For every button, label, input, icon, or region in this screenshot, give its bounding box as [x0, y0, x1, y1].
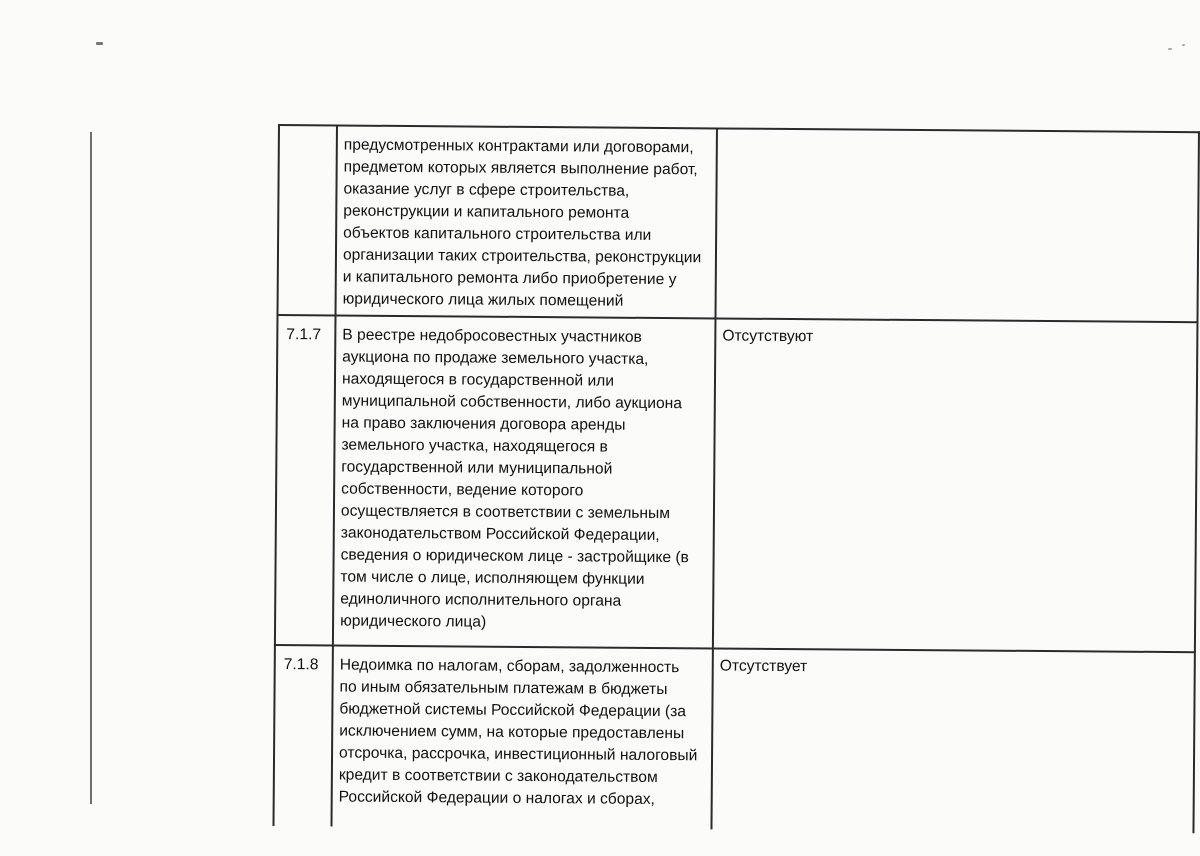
item-number: 7.1.8	[273, 645, 332, 826]
table-row	[273, 645, 1194, 833]
description-line: реконструкции и капитального ремонта	[343, 202, 630, 222]
description-line: том числе о лице, исполняющем функции	[340, 568, 645, 588]
description-line: аукциона по продаже земельного участка,	[342, 348, 649, 368]
description-line: объектов капитального строительства или	[343, 224, 652, 244]
scan-speck	[1182, 44, 1185, 46]
description-line: оказание услуг в сфере строительства,	[343, 180, 630, 200]
description-line: сведения о юридическом лице - застройщике (в	[340, 546, 689, 567]
description-line: исключением сумм, на которые предоставлены	[339, 722, 685, 743]
description-line: осуществляется в соответствии с земельным	[340, 502, 671, 523]
item-value	[715, 128, 1198, 322]
item-value: Отсутствуют	[713, 318, 1198, 652]
description-line: кредит в соответствии с законодательством	[338, 766, 658, 787]
scan-speck	[96, 42, 103, 45]
description-line: предметом которых является выполнение работ,	[343, 158, 698, 179]
description-line: В реестре недобросовестных участников	[342, 326, 642, 346]
table-row	[275, 315, 1198, 652]
description-line: юридического лица)	[340, 612, 487, 631]
description-line: Российской Федерации о налогах и сборах,	[338, 788, 655, 808]
description-line: земельного участка, находящегося в	[341, 436, 608, 456]
description-line: государственной или муниципальной	[341, 458, 613, 478]
document-table	[272, 124, 1199, 833]
description-line: на право заключения договора аренды	[341, 414, 626, 434]
description-line: предусмотренных контрактами или договорами,	[343, 136, 694, 157]
description-line: бюджетной системы Российской Федерации (за	[339, 700, 687, 721]
scan-speck	[1168, 48, 1172, 50]
description-line: муниципальной собственности, либо аукциона	[341, 392, 683, 413]
table-row	[277, 125, 1198, 322]
item-description	[335, 125, 716, 318]
description-line: единоличного исполнительного органа	[340, 590, 622, 610]
description-line: организации таких строительства, реконструкции	[342, 246, 702, 267]
description-line: находящегося в государственной или	[341, 370, 615, 390]
item-description	[333, 315, 716, 648]
description-line: юридического лица жилых помещений	[342, 290, 624, 310]
description-line: по иным обязательным платежам в бюджеты	[339, 678, 668, 699]
description-line: отсрочка, рассрочка, инвестиционный налоговый	[338, 744, 698, 765]
description-line: собственности, ведение которого	[341, 480, 584, 500]
scan-page-edge	[90, 132, 92, 804]
item-number: 7.1.7	[275, 315, 336, 645]
item-description	[331, 645, 712, 829]
item-value: Отсутствует	[711, 648, 1194, 833]
description-line: и капитального ремонта либо приобретение у	[342, 268, 677, 289]
description-line: Недоимка по налогам, сборам, задолженность	[339, 656, 680, 677]
item-number	[277, 125, 336, 315]
description-line: законодательством Российской Федерации,	[340, 524, 660, 545]
